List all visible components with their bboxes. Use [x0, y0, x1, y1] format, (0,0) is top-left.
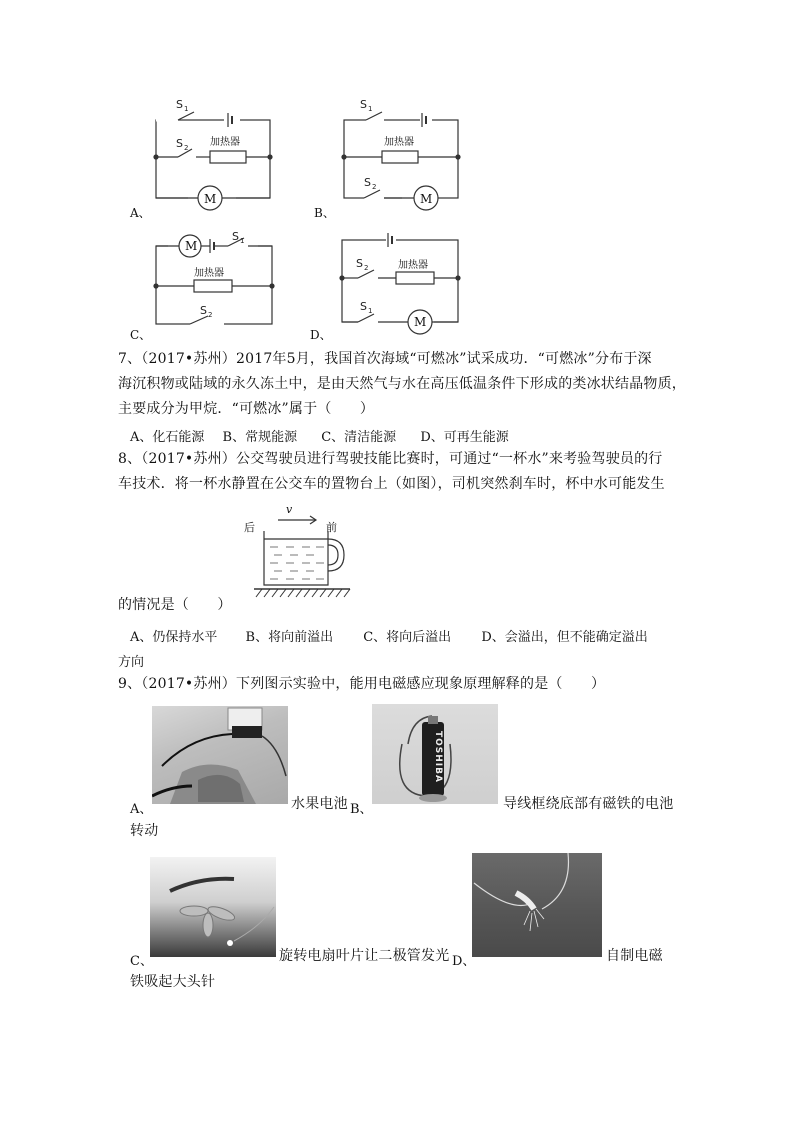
q8-options: [130, 626, 648, 645]
motor-label-d: M: [414, 315, 427, 329]
motor-label-a: M: [204, 192, 217, 206]
option-c-label: C、: [130, 328, 152, 342]
water-cup-drawing: [240, 503, 360, 603]
water-cup-figure: [240, 503, 360, 603]
circuit-diagram-c: [128, 226, 298, 344]
q8-option-b: B、将向前溢出: [245, 630, 334, 645]
q7-stem-line-1: 7、（2017•苏州）2017年5月，我国首次海域“可燃冰”试采成功．“可燃冰”分布于深: [118, 351, 652, 367]
cup-front-label: 前: [326, 521, 337, 534]
q9-option-a-text: 水果电池: [291, 796, 348, 812]
q9-option-d-continued: 铁吸起大头针: [130, 974, 216, 990]
q7-option-a: A、化石能源: [130, 430, 205, 445]
battery-brand: TOSHIBA: [432, 731, 443, 783]
q7-stem-line-2: 海沉积物或陆域的永久冻土中，是由天然气与水在高压低温条件下形成的类冰状结晶物质，: [118, 376, 686, 392]
svg-text:S: S: [360, 300, 367, 313]
q6-circuit-b: [312, 96, 472, 226]
circuit-diagram-b: [312, 96, 472, 226]
svg-text:2: 2: [372, 183, 377, 191]
cup-back-label: 后: [244, 521, 255, 534]
q7-option-d: D、可再生能源: [420, 430, 509, 445]
q9-option-d-label: D、: [452, 954, 476, 969]
option-a-label: A、: [130, 206, 151, 220]
svg-text:S: S: [176, 98, 183, 111]
q7-options: [130, 426, 509, 445]
fruit-battery-drawing: [152, 706, 288, 804]
svg-text:1: 1: [240, 237, 245, 245]
electromagnet-drawing: [472, 853, 602, 957]
svg-text:1: 1: [368, 307, 373, 315]
motor-label-b: M: [420, 192, 433, 206]
q6-circuit-c: [128, 226, 298, 344]
velocity-label: v: [286, 503, 293, 516]
heater-label-c: 加热器: [194, 268, 224, 279]
svg-text:2: 2: [364, 264, 369, 272]
q8-stem-line-1: 8、（2017•苏州）公交驾驶员进行驾驶技能比赛时，可通过“一杯水”来考验驾驶员的行: [118, 451, 663, 467]
q7-option-b: B、常规能源: [222, 430, 298, 445]
option-d-label: D、: [310, 328, 332, 342]
svg-text:2: 2: [208, 311, 213, 319]
q9-option-b-continued: 转动: [130, 823, 159, 839]
q7-stem-line-3: 主要成分为甲烷．“可燃冰”属于（ ）: [118, 401, 375, 417]
q8-option-a: A、仍保持水平: [130, 630, 218, 645]
q8-option-d: D、会溢出，但不能确定溢出: [481, 630, 648, 645]
fruit-battery-photo: [152, 706, 288, 804]
q7-option-c: C、清洁能源: [321, 430, 397, 445]
q9-option-b-text: 导线框绕底部有磁铁的电池: [503, 796, 674, 812]
svg-text:1: 1: [368, 105, 373, 113]
q8-option-d-continued: 方向: [118, 655, 145, 670]
option-b-label: B、: [314, 206, 335, 220]
q9-stem: 9、（2017•苏州）下列图示实验中，能用电磁感应现象原理解释的是（ ）: [118, 676, 606, 692]
q9-option-c-label: C、: [130, 954, 153, 969]
heater-label-d: 加热器: [398, 260, 428, 271]
q8-stem-line-3: 的情况是（ ）: [118, 597, 232, 613]
svg-text:1: 1: [184, 105, 189, 113]
q9-option-d-text: 自制电磁: [606, 948, 663, 964]
circuit-diagram-d: [312, 226, 472, 344]
q8-stem-line-2: 车技术．将一杯水静置在公交车的置物台上（如图），司机突然刹车时，杯中水可能发生: [118, 476, 665, 492]
fan-diode-photo: [150, 857, 276, 957]
svg-text:S: S: [232, 230, 239, 243]
motor-label-c: M: [185, 239, 198, 253]
q9-option-b-label: B、: [350, 802, 373, 817]
svg-text:S: S: [356, 257, 363, 270]
q8-option-c: C、将向后溢出: [363, 630, 452, 645]
svg-text:2: 2: [184, 144, 189, 152]
battery-wire-photo: [372, 704, 498, 804]
circuit-diagram-a: [128, 96, 288, 226]
svg-text:S: S: [200, 304, 207, 317]
svg-text:S: S: [176, 137, 183, 150]
heater-label-a: 加热器: [210, 137, 240, 148]
q6-circuit-d: [312, 226, 472, 344]
q6-circuit-a: [128, 96, 288, 226]
q9-option-a-label: A、: [130, 802, 153, 817]
svg-text:S: S: [364, 176, 371, 189]
electromagnet-photo: [472, 853, 602, 957]
svg-text:S: S: [360, 98, 367, 111]
q9-option-c-text: 旋转电扇叶片让二极管发光: [279, 948, 450, 964]
heater-label-b: 加热器: [384, 137, 414, 148]
fan-diode-drawing: [150, 857, 276, 957]
